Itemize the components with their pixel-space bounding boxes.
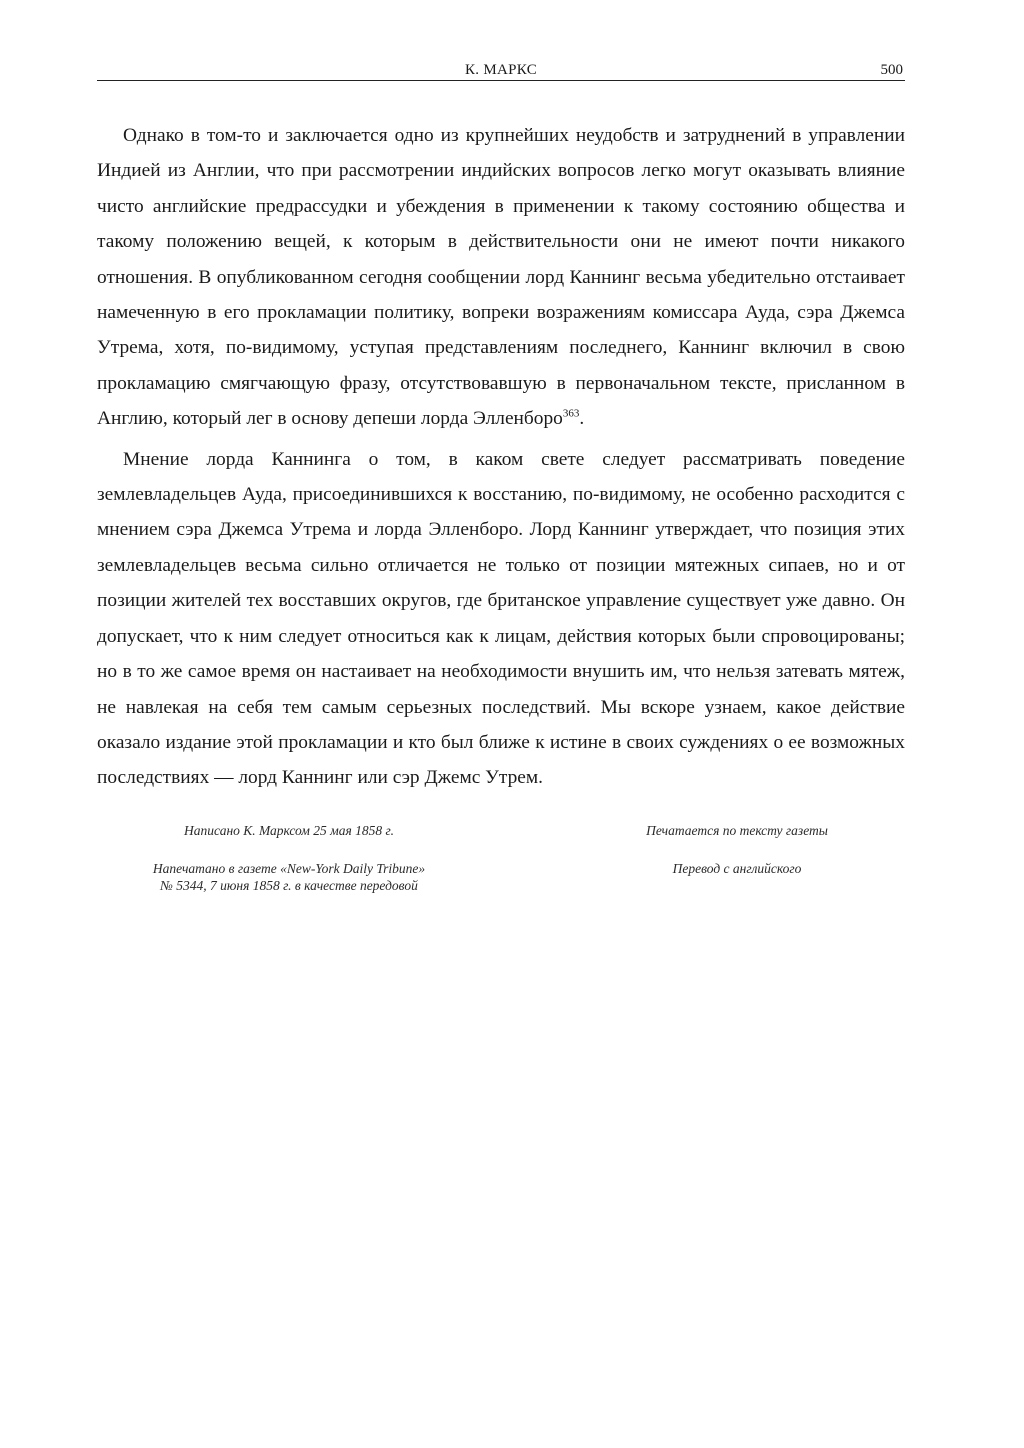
document-page	[97, 58, 905, 912]
colophon-written-note: Написано К. Марксом 25 мая 1858 г.	[184, 822, 394, 838]
colophon-translation-note: Перевод с английского	[672, 860, 802, 876]
running-header-author: К. МАРКС	[464, 62, 538, 78]
body-text	[97, 118, 905, 796]
paragraph-1	[97, 118, 905, 437]
paragraph-1-tail: .	[579, 408, 585, 430]
running-header	[97, 58, 905, 81]
colophon	[97, 822, 905, 912]
colophon-left	[127, 822, 451, 894]
footnote-reference[interactable]: 363	[562, 407, 580, 420]
colophon-printed-line-1: Напечатано в газете «New-York Daily Tribune»	[152, 860, 426, 876]
colophon-printed-line-2: № 5344, 7 июня 1858 г. в качестве передовой	[160, 877, 418, 893]
colophon-printed-note	[127, 860, 451, 894]
paragraph-1-text: Однако в том-то и заключается одно из крупнейших неудобств и затруднений в управлении Индией из Англии, что при рассмотрении индийских вопросов легко могут оказывать влияние чисто английские предрассудки и убеждения в применении к такому состоянию общества и такому положению вещей, к которым в действительности они не имеют почти никакого отношения. В опубликованном сегодня сообщении лорд Каннинг весьма убедительно отстаивает намеченную в его прокламации политику, вопреки возражениям комиссара Ауда, сэра Джемса Утрема, хотя, по-видимому, уступая представлениям последнего, Каннинг включил в свою прокламацию смягчающую фразу, отсутствовавшую в первоначальном тексте, присланном в Англию, который лег в основу депеши лорда Элленборо	[97, 125, 905, 430]
page-number: 500	[880, 62, 903, 78]
paragraph-2-text: Мнение лорда Каннинга о том, в каком свете следует рассматривать поведение землевладельцев Ауда, присоединившихся к восстанию, по-видимому, не особенно расходится с мнением сэра Джемса Утрема и лорда Элленборо. Лорд Каннинг утверждает, что позиция этих землевладельцев весьма сильно отличается не только от позиции мятежных сипаев, но и от позиции жителей тех восставших округов, где британское управление существует уже давно. Он допускает, что к ним следует относиться как к лицам, действия которых были спровоцированы; но в то же самое время он настаивает на необходимости внушить им, что нельзя затевать мятеж, не навлекая на себя тем самым серьезных последствий. Мы вскоре узнаем, какое действие оказало издание этой прокламации и кто был ближе к истине в своих суждениях о ее возможных последствиях — лорд Каннинг или сэр Джемс Утрем.	[97, 448, 905, 789]
colophon-source-note: Печатается по тексту газеты	[646, 822, 828, 838]
colophon-right	[617, 822, 857, 877]
paragraph-2	[97, 442, 905, 796]
